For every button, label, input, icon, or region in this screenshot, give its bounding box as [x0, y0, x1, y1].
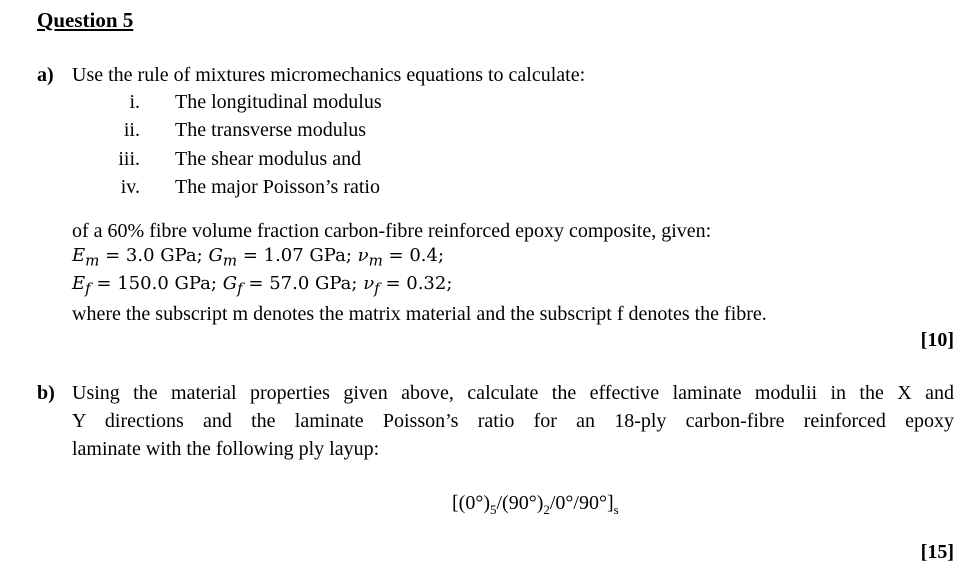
part-b-line-2: Y directions and the laminate Poisson’s ratio for an 18-ply carbon-fibre reinforced epoxy [72, 410, 954, 432]
gm-value: 1.07 GPa [263, 245, 346, 266]
ply-layup: $[(0^\circ)_5/(90^\circ)_2/0^\circ/90^\circ]_s$ [452, 492, 619, 517]
item-text: The longitudinal modulus [175, 91, 382, 113]
vm-value: 0.4 [409, 245, 438, 266]
question-title: Question 5 [37, 8, 134, 32]
ef-value: 150.0 GPa [117, 273, 211, 294]
matrix-properties: $E_m = 3.0$ GPa; $G_m = 1.07$ GPa; $\nu_m = 0.4$; [72, 245, 445, 270]
vf-value: 0.32 [406, 273, 447, 294]
part-b-marks: [15] [920, 541, 954, 563]
gf-value: 57.0 GPa [269, 273, 352, 294]
subscript-note: where the subscript m denotes the matrix material and the subscript f denotes the fibre. [72, 303, 767, 325]
part-a-label: a) [37, 64, 54, 86]
part-b-label: b) [37, 382, 55, 404]
part-b-line-1: Using the material properties given above, calculate the effective laminate modulii in the X and [72, 382, 954, 404]
item-number: i. [129, 91, 140, 113]
item-number: ii. [123, 119, 140, 141]
em-value: 3.0 GPa [125, 245, 197, 266]
part-a-intro: Use the rule of mixtures micromechanics equations to calculate: [72, 64, 586, 86]
item-text: The shear modulus and [175, 148, 362, 170]
item-text: The transverse modulus [175, 119, 367, 141]
item-number: iv. [120, 176, 140, 198]
item-text: The major Poisson’s ratio [175, 176, 380, 198]
given-intro: of a 60% fibre volume fraction carbon-fibre reinforced epoxy composite, given: [72, 220, 712, 242]
part-a-marks: [10] [920, 329, 954, 351]
fibre-properties: $E_f = 150.0$ GPa; $G_f = 57.0$ GPa; $\nu_f = 0.32$; [72, 273, 453, 298]
item-number: iii. [118, 148, 140, 170]
part-b-line-3: laminate with the following ply layup: [72, 438, 380, 460]
